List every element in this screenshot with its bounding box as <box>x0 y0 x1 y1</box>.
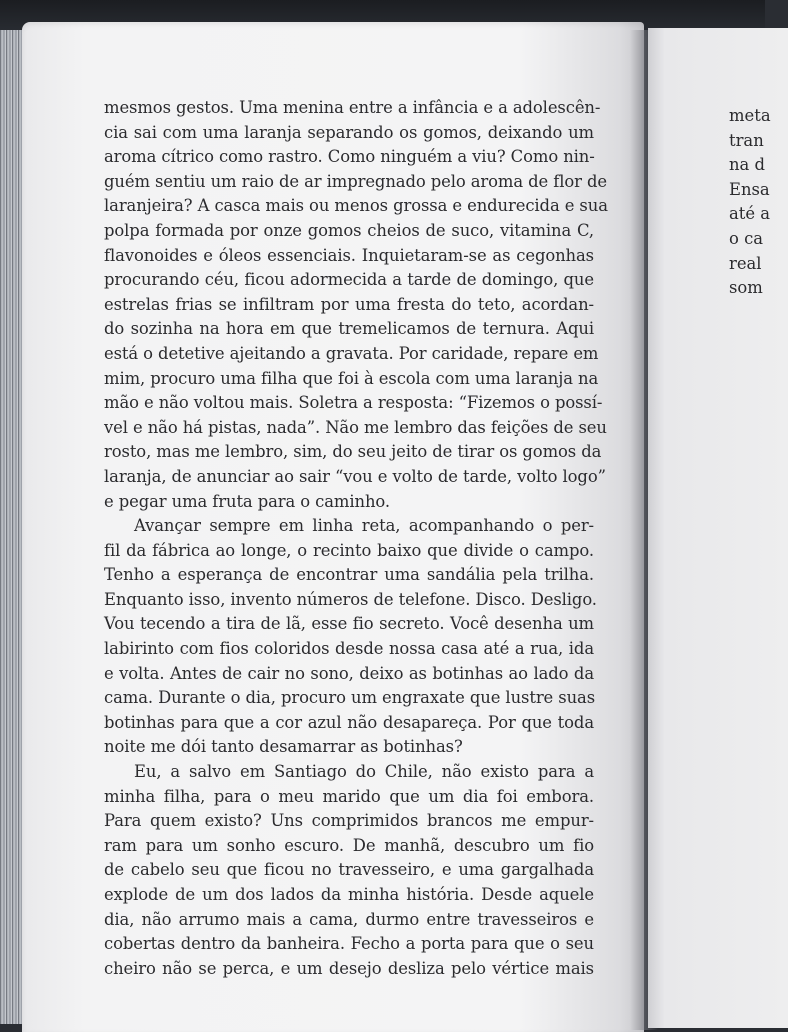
text-line: meta <box>729 106 771 125</box>
text-line: flavonoides e óleos essenciais. Inquietaram-se as cegonhas <box>104 245 594 265</box>
text-line: Enquanto isso, invento números de telefone. Disco. Desligo. <box>104 589 597 609</box>
text-line: fil da fábrica ao longe, o recinto baixo que divide o campo. <box>104 540 594 560</box>
text-line: cobertas dentro da banheira. Fecho a porta para que o seu <box>104 934 594 954</box>
text-line: labirinto com fios coloridos desde nossa casa até a rua, ida <box>104 639 594 659</box>
text-line: de cabelo seu que ficou no travesseiro, e uma gargalhada <box>104 860 594 880</box>
text-line: cama. Durante o dia, procuro um engraxate que lustre suas <box>104 688 596 708</box>
text-line: do sozinha na hora em que tremelicamos de ternura. Aqui <box>104 319 594 339</box>
text-line: minha filha, para o meu marido que um dia foi embora. <box>104 786 594 806</box>
text-line: e volta. Antes de cair no sono, deixo as botinhas ao lado da <box>104 663 594 683</box>
text-line: está o detetive ajeitando a gravata. Por caridade, repare em <box>104 343 599 363</box>
text-line: o ca <box>729 228 764 248</box>
text-line: tran <box>729 130 764 150</box>
text-line: Ensa <box>729 179 770 199</box>
text-line: explode de um dos lados da minha história. Desde aquele <box>104 885 594 904</box>
text-line: mesmos gestos. Uma menina entre a infância e a adolescên- <box>104 98 601 117</box>
text-line: mim, procuro uma filha que foi à escola com uma laranja na <box>104 368 599 388</box>
text-line: na d <box>729 155 766 175</box>
right-page-text <box>729 104 769 301</box>
text-line: aroma cítrico como rastro. Como ninguém a viu? Como nin- <box>104 147 595 167</box>
text-line: botinhas para que a cor azul não desapareça. Por que toda <box>104 712 594 732</box>
text-line: real <box>729 253 762 273</box>
paragraph-end-line: noite me dói tanto desamarrar as botinhas? <box>104 737 463 757</box>
text-line: Para quem existo? Uns comprimidos brancos me empur- <box>104 811 594 831</box>
text-line: procurando céu, ficou adormecida a tarde de domingo, que <box>104 270 594 290</box>
text-line: Vou tecendo a tira de lã, esse fio secreto. Você desenha um <box>104 614 594 634</box>
left-page-text <box>104 96 608 981</box>
text-line: ram para um sonho escuro. De manhã, descubro um fio <box>104 835 594 855</box>
paragraph-start-line: Eu, a salvo em Santiago do Chile, não existo para a <box>134 762 594 782</box>
text-line: estrelas frias se infiltram por uma fresta do teto, acordan- <box>104 294 594 314</box>
text-line: vel e não há pistas, nada”. Não me lembro das feições de seu <box>104 417 607 437</box>
text-line: dia, não arrumo mais a cama, durmo entre travesseiros e <box>104 909 594 929</box>
text-line: polpa formada por onze gomos cheios de suco, vitamina C, <box>104 220 594 240</box>
text-line: até a <box>729 204 771 224</box>
text-line: mão e não voltou mais. Soletra a resposta: “Fizemos o possí- <box>104 393 603 413</box>
text-line: Tenho a esperança de encontrar uma sandália pela trilha. <box>104 565 594 585</box>
paragraph-end-line: e pegar uma fruta para o caminho. <box>104 491 391 511</box>
paragraph-start-line: Avançar sempre em linha reta, acompanhando o per- <box>134 516 594 536</box>
text-line: som <box>729 278 763 298</box>
text-line: laranja, de anunciar ao sair “vou e volto de tarde, volto logo” <box>104 466 606 486</box>
text-line: cia sai com uma laranja separando os gomos, deixando um <box>104 122 594 142</box>
text-line: cheiro não se perca, e um desejo desliza pelo vértice mais <box>104 958 594 978</box>
text-line: laranjeira? A casca mais ou menos grossa e endurecida e sua <box>104 196 608 216</box>
text-line: guém sentiu um raio de ar impregnado pelo aroma de flor de <box>104 171 607 191</box>
text-line: rosto, mas me lembro, sim, do seu jeito de tirar os gomos da <box>104 442 602 462</box>
